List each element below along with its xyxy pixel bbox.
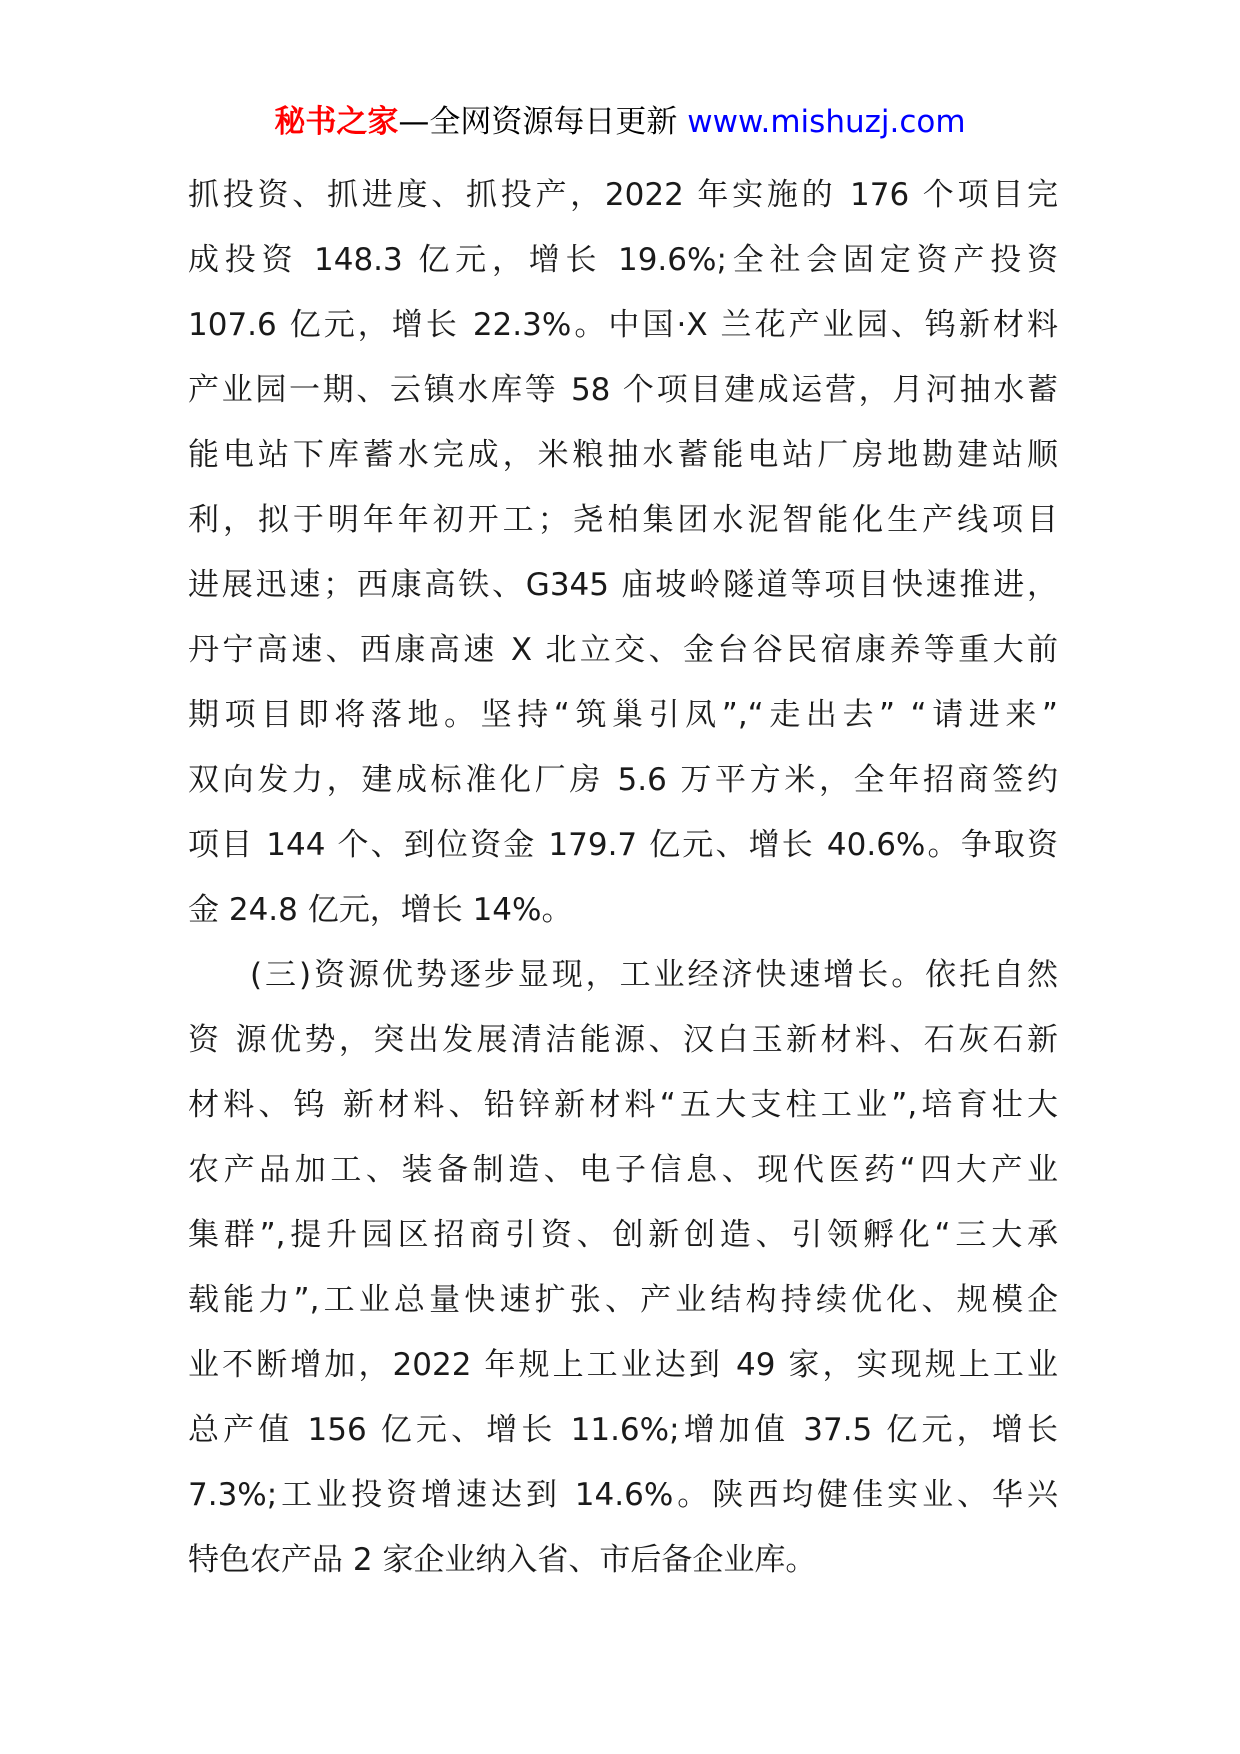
text-line: 资 源优势，突出发展清洁能源、汉白玉新材料、石灰石新 <box>188 1022 1058 1058</box>
text-line: 107.6 亿元，增长 22.3%。中国·X 兰花产业园、钨新材料 <box>188 307 1058 343</box>
text-line: 特色农产品 2 家企业纳入省、市后备企业库。 <box>188 1542 817 1578</box>
text-line: 总产值 156 亿元、增长 11.6%;增加值 37.5 亿元，增长 <box>188 1412 1058 1448</box>
text-line: 进展迅速；西康高铁、G345 庙坡岭隧道等项目快速推进， <box>188 567 1058 603</box>
document-body <box>188 163 1058 1593</box>
header-tagline: —全网资源每日更新 <box>398 104 688 140</box>
paragraph <box>188 163 1058 943</box>
text-line: 丹宁高速、西康高速 X 北立交、金台谷民宿康养等重大前 <box>188 632 1058 668</box>
brand-name: 秘书之家 <box>274 104 399 140</box>
text-line: 抓投资、抓进度、抓投产，2022 年实施的 176 个项目完 <box>188 177 1058 213</box>
text-line: 利，拟于明年年初开工；尧柏集团水泥智能化生产线项目 <box>188 502 1058 538</box>
text-line: 产业园一期、云镇水库等 58 个项目建成运营，月河抽水蓄 <box>188 372 1058 408</box>
text-line: 期项目即将落地。坚持“筑巢引凤”,“走出去” “请进来” <box>188 697 1058 733</box>
text-line: 业不断增加，2022 年规上工业达到 49 家，实现规上工业 <box>188 1347 1058 1383</box>
text-line: 集群”,提升园区招商引资、创新创造、引领孵化“三大承 <box>188 1217 1058 1253</box>
watermark-header <box>0 102 1240 142</box>
text-line: 成投资 148.3 亿元，增长 19.6%;全社会固定资产投资 <box>188 242 1058 278</box>
site-url-link[interactable]: www.mishuzj.com <box>687 104 966 140</box>
text-line: 7.3%;工业投资增速达到 14.6%。陕西均健佳实业、华兴 <box>188 1477 1058 1513</box>
text-line: 材料、钨 新材料、铅锌新材料“五大支柱工业”,培育壮大 <box>188 1087 1058 1123</box>
text-line: 双向发力，建成标准化厂房 5.6 万平方米，全年招商签约 <box>188 762 1058 798</box>
text-line: 金 24.8 亿元，增长 14%。 <box>188 892 573 928</box>
text-line: (三)资源优势逐步显现，工业经济快速增长。依托自然 <box>250 957 1058 993</box>
paragraph <box>188 943 1058 1593</box>
text-line: 农产品加工、装备制造、电子信息、现代医药“四大产业 <box>188 1152 1058 1188</box>
text-line: 载能力”,工业总量快速扩张、产业结构持续优化、规模企 <box>188 1282 1058 1318</box>
text-line: 项目 144 个、到位资金 179.7 亿元、增长 40.6%。争取资 <box>188 827 1058 863</box>
text-line: 能电站下库蓄水完成，米粮抽水蓄能电站厂房地勘建站顺 <box>188 437 1058 473</box>
